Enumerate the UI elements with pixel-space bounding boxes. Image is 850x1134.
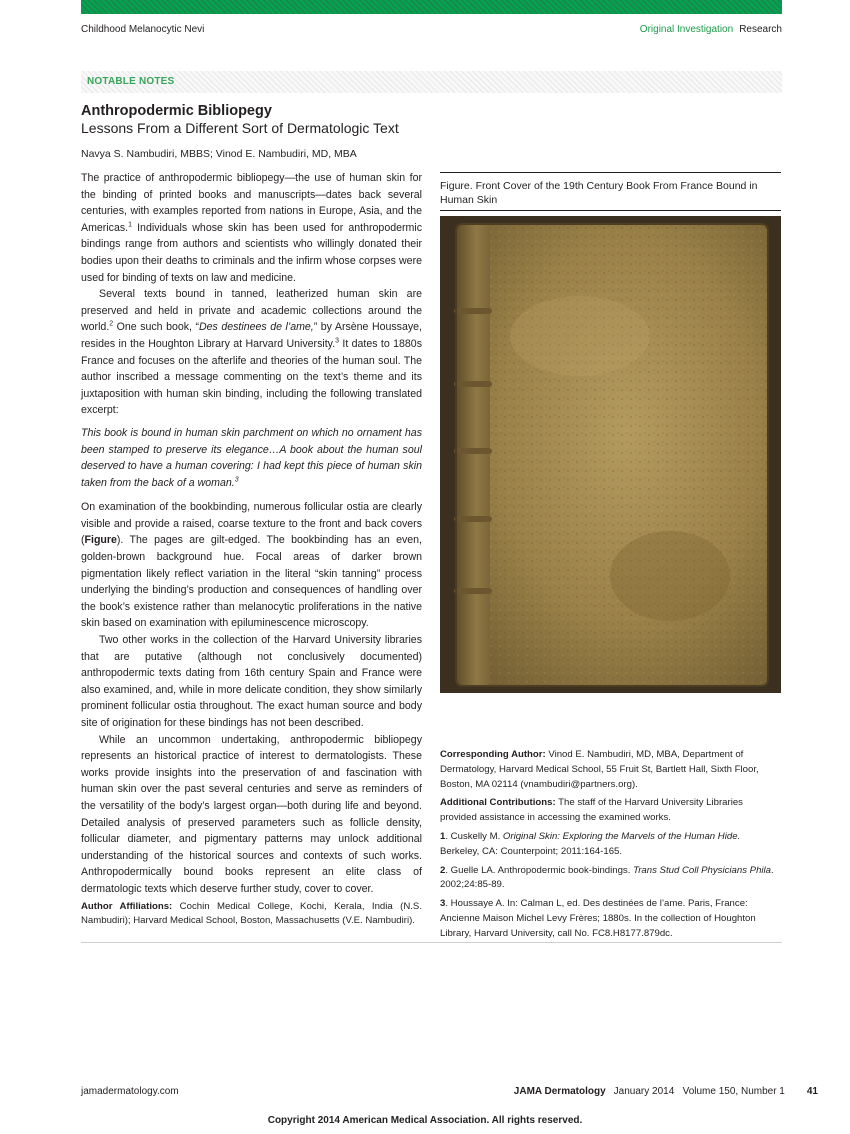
notable-notes-banner: NOTABLE NOTES: [81, 71, 782, 93]
top-color-bar: [81, 0, 782, 14]
footer-site[interactable]: jamadermatology.com: [81, 1086, 179, 1097]
paragraph-4: Two other works in the collection of the Harvard University libraries that are putative (although not conclusively documented) anthropodermic texts dating from 16th century Spain and France were also examined, and, while in more delicate condition, they show similarly prominent follicular ostia throughout. The exact human source and body site of origination for these bindings has not been described.: [81, 634, 422, 729]
figure-caption: Figure. Front Cover of the 19th Century Book From France Bound in Human Skin: [440, 180, 758, 206]
book-title: Des destinees de l’ame,: [199, 321, 314, 334]
figure-link[interactable]: Figure: [84, 534, 117, 547]
paragraph-3: On examination of the bookbinding, numerous follicular ostia are clearly visible and provide a raised, coarse texture to the front and back covers (Figure). The pages are gilt-edged. The bookbinding has an even, golden-brown background hue. Focal areas of darker brown pigmentation likely reflect variation in the literal “skin tanning” process underlying the binding’s production and consequences of handling over the book’s existence rather than melanocytic proliferations in the native skin based on examination with epiluminescence microscopy.: [81, 501, 422, 630]
book-cover-illustration: [440, 216, 781, 693]
paragraph-5: While an uncommon undertaking, anthropodermic bibliopegy represents an historical practice of interest to dermatologists. These works provide insights into the preservation of and fascination with human skin over the past several centuries and serve as reminders of the versatility of the body’s largest organ—both during life and beyond. Detailed analysis of preserved parameters such as follicle density, follicular diameter, and pigmentary patterns may unlock additional understanding of the historical sources and contexts of such works. Anthropodermically bound books represent an elite class of dermatologic texts which deserve further study, cover to cover.: [81, 733, 422, 895]
reference-marker[interactable]: 2: [109, 320, 114, 328]
category-label: Research: [739, 24, 782, 35]
figure-rule-bottom: [440, 210, 781, 211]
journal-name: JAMA Dermatology: [513, 1086, 606, 1097]
reference-item: 2. Guelle LA. Anthropodermic book-bindings. Trans Stud Coll Physicians Phila. 2002;24:85-89.: [440, 864, 774, 891]
paragraph-1: The practice of anthropodermic bibliopegy—the use of human skin for the binding of printed books and manuscripts—dates back several centuries, with examples reported from nations in Europe, Asia, and the Americas.$^1$ Individuals whose skin has been used for anthropodermic bindings range from authors and scientists who willingly donated their bodies upon their deaths to criminals and the infirm whose corpses were used for binding of texts on law and medicine.: [81, 172, 422, 284]
copyright-notice: Copyright 2014 American Medical Association. All rights reserved.: [267, 1115, 583, 1126]
page-number: 41: [806, 1086, 818, 1097]
book-cover-photo: [440, 216, 781, 693]
block-quote: This book is bound in human skin parchment on which no ornament has been stamped to preserve its elegance…A book about the human soul deserved to have a human covering: I had kept this piece of human skin taken from the back of a woman.$^3$: [81, 426, 422, 489]
figure-rule-top: [440, 172, 781, 173]
author-affiliations: Author Affiliations: Cochin Medical College, Kochi, Kerala, India (N.S. Nambudiri); Harvard Medical School, Boston, Massachusetts (V.E. Nambudiri).: [81, 900, 422, 927]
reference-marker[interactable]: 3: [234, 476, 239, 484]
issue-info: January 2014 Volume 150, Number 1: [613, 1086, 785, 1097]
footer-journal-info: [514, 1086, 818, 1097]
reference-marker[interactable]: 1: [128, 221, 132, 229]
running-head-right: [640, 24, 782, 35]
reference-item: 1. Cuskelly M. Original Skin: Exploring the Marvels of the Human Hide. Berkeley, CA: Counterpoint; 2011:164-165.: [440, 830, 741, 857]
article-authors: Navya S. Nambudiri, MBBS; Vinod E. Nambudiri, MD, MBA: [81, 148, 357, 160]
article-body: [81, 170, 422, 929]
running-head-left: Childhood Melanocytic Nevi: [81, 24, 205, 35]
article-subtitle: Lessons From a Different Sort of Dermatologic Text: [81, 120, 399, 136]
page-divider: [81, 942, 782, 943]
paragraph-2: Several texts bound in tanned, leatherized human skin are preserved and held in private and academic collections around the world.$^2$ One such book, “Des destinees de l’ame,” by Arsène Houssaye, resides in the Houghton Library at Harvard University.$^3$ It dates to 1880s France and focuses on the afterlife and theories of the human soul. The author inscribed a message commenting on the text’s theme and its juxtaposition with human skin binding, including the following translated excerpt:: [81, 288, 422, 417]
corresponding-author: Corresponding Author: Vinod E. Nambudiri, MD, MBA, Department of Dermatology, Harvard Medical School, 55 Fruit St, Bartlett Hall, Sixth Floor, Boston, MA 02114 (vnambudiri@partners.org).: [440, 749, 759, 790]
reference-item: 3. Houssaye A. In: Calman L, ed. Des destinées de l’ame. Paris, France: Ancienne Maison Michel Levy Frères; 1880s. In the collection of Houghton Library, Harvard University, call No. FC8.H8177.879dc.: [440, 898, 756, 939]
reference-marker[interactable]: 3: [335, 337, 340, 345]
article-title: Anthropodermic Bibliopegy: [81, 103, 272, 119]
article-notes: [440, 748, 781, 946]
section-label: Original Investigation: [639, 24, 734, 35]
additional-contributions: Additional Contributions: The staff of the Harvard University Libraries provided assistance in accessing the examined works.: [440, 797, 743, 824]
